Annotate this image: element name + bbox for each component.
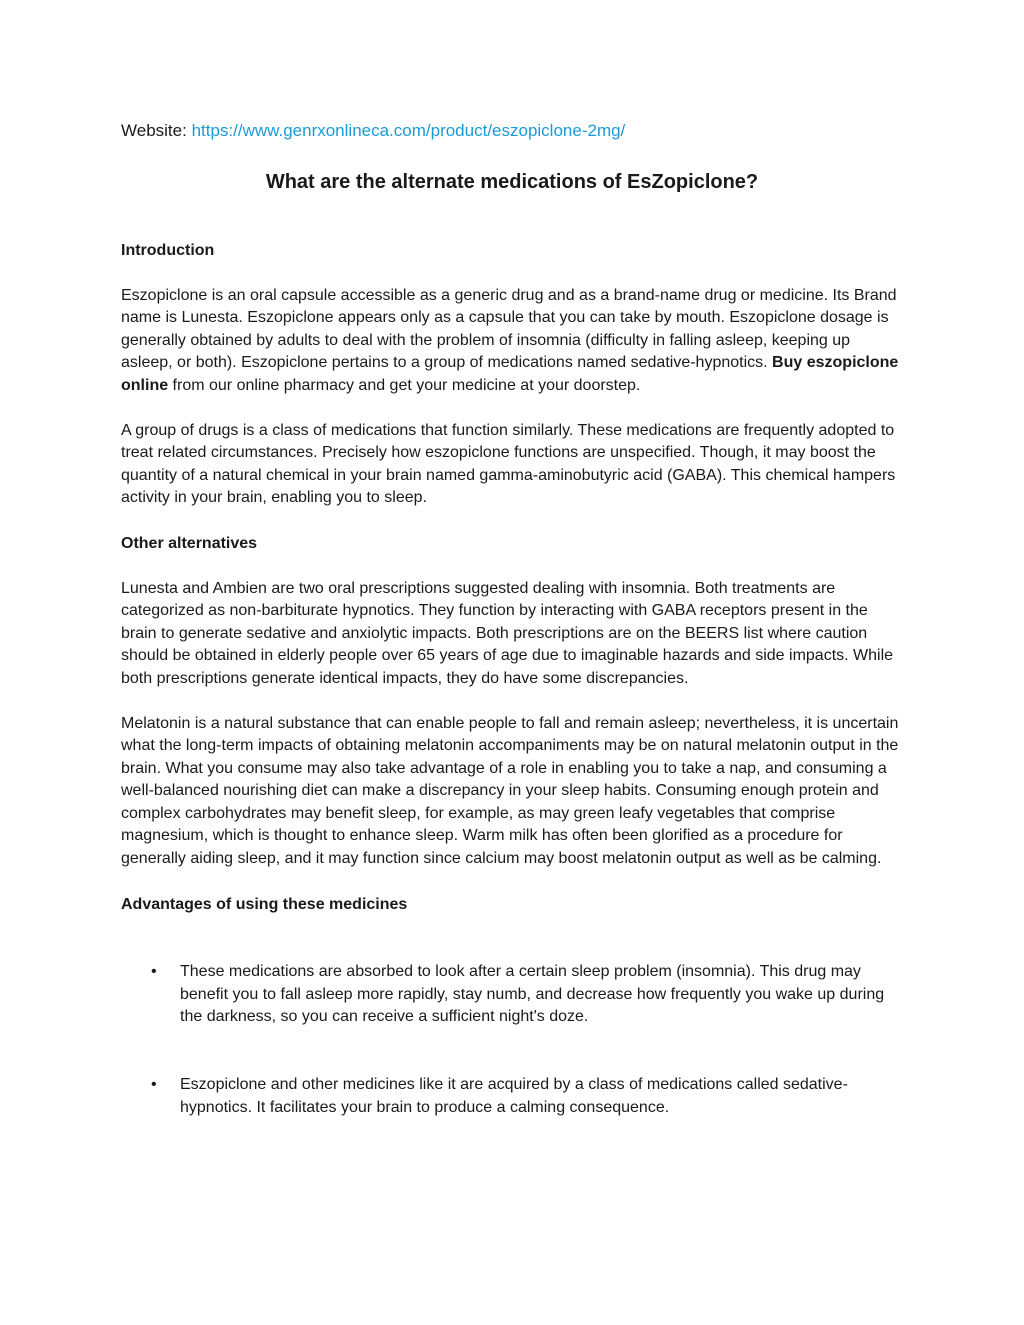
document-title: What are the alternate medications of EsZopiclone? (265, 171, 759, 193)
intro-paragraph-2: A group of drugs is a class of medications that function similarly. These medications are frequently adopted to treat related circumstances. Precisely how eszopiclone functions are unspecified. Though, it may boost the quantity of a natural chemical in your brain named gamma-aminobutyric acid (GABA). This chemical hampers activity in your brain, enabling you to sleep. (121, 421, 896, 507)
website-link[interactable]: https://www.genrxonlineca.com/product/eszopiclone-2mg/ (191, 121, 626, 140)
list-item (121, 1074, 903, 1119)
list-item-text: Eszopiclone and other medicines like it are acquired by a class of medications called sedative-hypnotics. It facilitates your brain to produce a calming consequence. (180, 1076, 848, 1116)
heading-introduction: Introduction (121, 242, 215, 259)
list-item (121, 961, 903, 1029)
intro-paragraph-1-tail: from our online pharmacy and get your medicine at your doorstep. (168, 376, 641, 394)
heading-advantages: Advantages of using these medicines (121, 895, 408, 913)
alternatives-paragraph-2: Melatonin is a natural substance that can enable people to fall and remain asleep; nevertheless, it is uncertain what the long-term impacts of obtaining melatonin accompaniments may be on natural melatonin output in the brain. What you consume may also take advantage of a role in enabling you to take a nap, and consuming a well-balanced nourishing diet can make a discrepancy in your sleep habits. Consuming enough protein and complex carbohydrates may benefit sleep, for example, as may green leafy vegetables that comprise magnesium, which is thought to enhance sleep. Warm milk has often been glorified as a procedure for generally aiding sleep, and it may function since calcium may boost melatonin output as well as be calming. (121, 714, 899, 868)
advantages-list (121, 961, 903, 1119)
website-label: Website: (121, 121, 187, 140)
document-page (121, 118, 903, 1119)
heading-other-alternatives: Other alternatives (121, 534, 258, 552)
intro-paragraph-1-text: Eszopiclone is an oral capsule accessible as a generic drug and as a brand-name drug or medicine. Its Brand name is Lunesta. Eszopiclone appears only as a capsule that you can take by mouth. Eszopiclone dosage is generally obtained by adults to deal with the problem of insomnia (difficulty in falling asleep, keeping up asleep, or both). Eszopiclone pertains to a group of medications named sedative-hypnotics. (121, 286, 897, 372)
alternatives-paragraph-1: Lunesta and Ambien are two oral prescriptions suggested dealing with insomnia. Both treatments are categorized as non-barbiturate hypnotics. They function by interacting with GABA receptors present in the brain to generate sedative and anxiolytic impacts. Both prescriptions are on the BEERS list where caution should be obtained in elderly people over 65 years of age due to imaginable hazards and side impacts. While both prescriptions generate identical impacts, they do have some discrepancies. (121, 579, 894, 687)
buy-online-bold-text: Buy eszopiclone online (121, 354, 899, 394)
bullet-icon: • (151, 1076, 157, 1094)
list-item-text: These medications are absorbed to look after a certain sleep problem (insomnia). This drug may benefit you to fall asleep more rapidly, stay numb, and decrease how frequently you wake up during the darkness, so you can receive a sufficient night's doze. (180, 963, 885, 1026)
intro-paragraph-1 (121, 285, 903, 398)
website-line (121, 118, 903, 144)
bullet-icon: • (151, 963, 157, 981)
